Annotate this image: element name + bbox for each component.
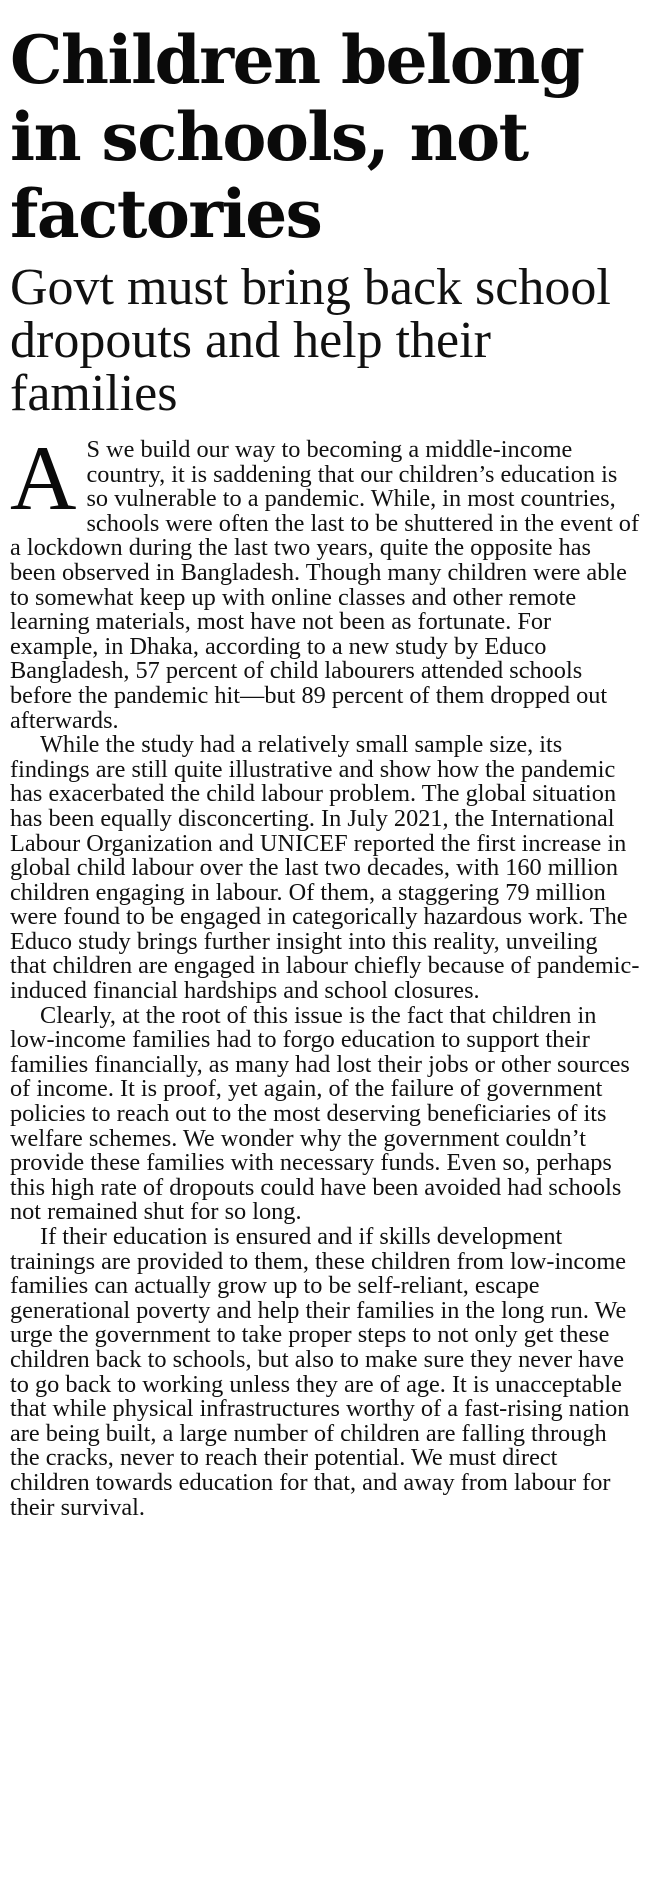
- paragraph-3: Clearly, at the root of this issue is the fact that children in low-income families had to forgo education to support their families financially, as many had lost their jobs or other sources of income. It is proof, yet again, of the failure of government policies to reach out to the most deserving beneficiaries of its welfare schemes. We wonder why the government couldn’t provide these families with necessary funds. Even so, perhaps this high rate of dropouts could have been avoided had schools not remained shut for so long.: [10, 1001, 630, 1226]
- headline: Children belong in schools, not factories: [10, 21, 584, 253]
- subheadline: Govt must bring back school dropouts and help their families: [10, 259, 611, 422]
- paragraph-1-text: S we build our way to becoming a middle-income country, it is saddening that our children’s education is so vulnerable to a pandemic. While, in most countries, schools were often the last to be shuttered in the event of a lockdown during the last two years, quite the opposite has been observed in Bangladesh. Though many children were able to somewhat keep up with online classes and other remote learning materials, most have not been as fortunate. For example, in Dhaka, according to a new study by Educo Bangladesh, 57 percent of child labourers attended schools before the pandemic hit—but 89 percent of them dropped out afterwards.: [10, 436, 640, 734]
- paragraph-1: [10, 427, 640, 734]
- drop-cap: A: [10, 427, 77, 529]
- paragraph-4: If their education is ensured and if skills development trainings are provided to them, these children from low-income families can actually grow up to be self-reliant, escape generational poverty and help their families in the long run. We urge the government to take proper steps to not only get these children back to schools, but also to make sure they never have to go back to working unless they are of age. It is unacceptable that while physical infrastructures worthy of a fast-rising nation are being built, a large number of children are falling through the cracks, never to reach their potential. We must direct children towards education for that, and away from labour for their survival.: [10, 1223, 630, 1521]
- paragraph-2: While the study had a relatively small sample size, its findings are still quite illustrative and show how the pandemic has exacerbated the child labour problem. The global situation has been equally disconcerting. In July 2021, the International Labour Organization and UNICEF reported the first increase in global child labour over the last two decades, with 160 million children engaging in labour. Of them, a staggering 79 million were found to be engaged in categorically hazardous work. The Educo study brings further insight into this reality, unveiling that children are engaged in labour chiefly because of pandemic-induced financial hardships and school closures.: [10, 731, 640, 1005]
- article-body: [10, 427, 640, 1521]
